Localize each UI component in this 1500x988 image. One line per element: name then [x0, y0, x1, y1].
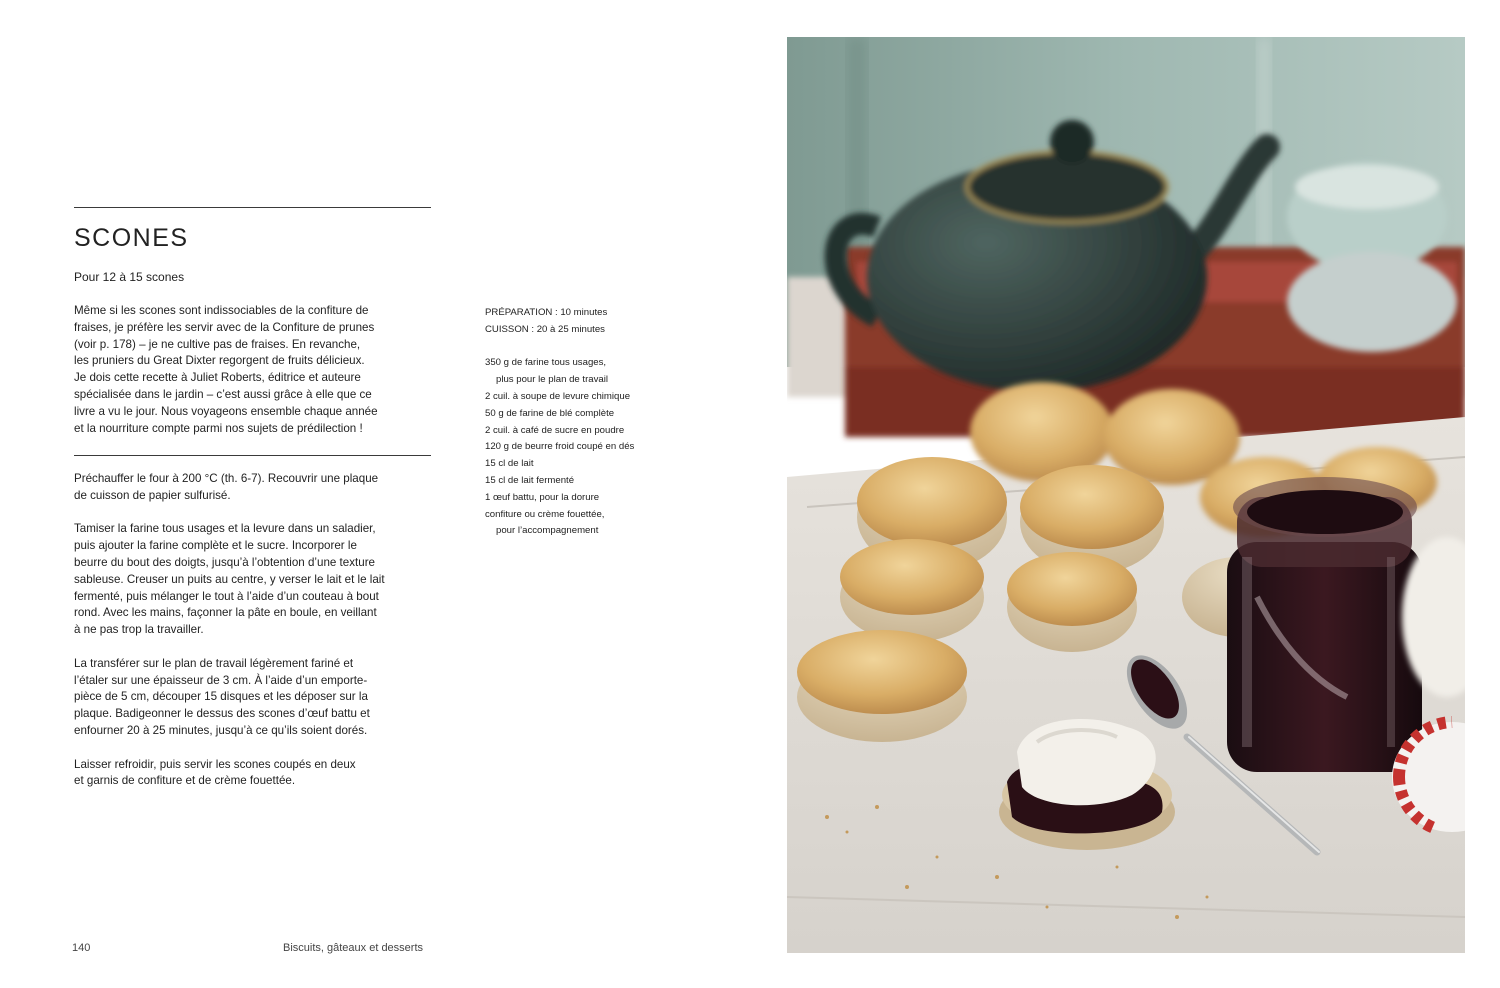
intro-line: fraises, je préfère les servir avec de la Confiture de prunes — [74, 320, 375, 334]
scones-photo — [787, 37, 1465, 953]
recipe-method — [74, 471, 434, 807]
method-line: puis ajouter la farine complète et le sucre. Incorporer le — [74, 539, 357, 553]
intro-line: et la nourriture compte parmi nos sujets de prédilection ! — [74, 421, 363, 435]
ingredient-item: 15 cl de lait fermenté — [485, 474, 575, 486]
ingredient-item: pour l’accompagnement — [496, 525, 599, 537]
ingredient-item: confiture ou crème fouettée, — [485, 508, 605, 520]
method-line: enfourner 20 à 25 minutes, jusqu’à ce qu’ils soient dorés. — [74, 723, 368, 737]
method-line: l’étaler sur une épaisseur de 3 cm. À l’aide d’un emporte- — [74, 673, 368, 687]
method-step — [74, 471, 434, 505]
page-number: 140 — [72, 942, 91, 954]
cook-time: CUISSON : 20 à 25 minutes — [485, 323, 605, 335]
intro-line: Je dois cette recette à Juliet Roberts, éditrice et auteure — [74, 371, 361, 385]
method-line: plaque. Badigeonner le dessus des scones d’œuf battu et — [74, 707, 370, 721]
method-line: sableuse. Creuser un puits au centre, y verser le lait et le lait — [74, 572, 385, 586]
method-line: et garnis de confiture et de crème fouettée. — [74, 774, 296, 788]
method-line: La transférer sur le plan de travail légèrement fariné et — [74, 656, 354, 670]
ingredient-item: 1 œuf battu, pour la dorure — [485, 491, 600, 503]
ingredient-item: 2 cuil. à soupe de levure chimique — [485, 390, 631, 402]
ingredient-item: 50 g de farine de blé complète — [485, 407, 615, 419]
intro-line: (voir p. 178) – je ne cultive pas de fraises. En revanche, — [74, 337, 361, 351]
ingredient-item: plus pour le plan de travail — [496, 374, 608, 386]
ingredient-item: 350 g de farine tous usages, — [485, 357, 607, 369]
method-line: beurre du bout des doigts, jusqu’à l’obtention d’une texture — [74, 555, 376, 569]
prep-time: PRÉPARATION : 10 minutes — [485, 307, 608, 318]
method-line: Laisser refroidir, puis servir les scones coupés en deux — [74, 757, 356, 771]
running-footer-section: Biscuits, gâteaux et desserts — [283, 942, 424, 954]
section-rule — [74, 455, 431, 456]
ingredient-item: 15 cl de lait — [485, 458, 534, 470]
recipe-serves: Pour 12 à 15 scones — [74, 270, 185, 284]
ingredient-item: 2 cuil. à café de sucre en poudre — [485, 424, 625, 436]
intro-line: les pruniers du Great Dixter regorgent de fruits délicieux. — [74, 354, 365, 368]
recipe-title: SCONES — [74, 224, 189, 252]
intro-line: Même si les scones sont indissociables de la confiture de — [74, 304, 369, 317]
method-line: fermenté, puis mélanger le tout à l’aide d’un couteau à bout — [74, 589, 379, 603]
method-step — [74, 757, 434, 791]
method-line: de cuisson de papier sulfurisé. — [74, 488, 231, 502]
method-line: à ne pas trop la travailler. — [74, 623, 204, 637]
method-line: Tamiser la farine tous usages et la levure dans un saladier, — [74, 522, 376, 536]
recipe-sidebar — [485, 305, 675, 540]
method-line: pièce de 5 cm, découper 15 disques et les déposer sur la — [74, 690, 368, 704]
method-step — [74, 656, 434, 740]
title-rule — [74, 207, 431, 208]
recipe-intro — [74, 303, 434, 454]
method-line: Préchauffer le four à 200 °C (th. 6-7). Recouvrir une plaque — [74, 472, 379, 485]
intro-line: spécialisée dans le jardin – c’est aussi grâce à elle que ce — [74, 387, 372, 401]
ingredient-list — [485, 355, 675, 540]
intro-line: livre a vu le jour. Nous voyageons ensemble chaque année — [74, 404, 378, 418]
method-line: rond. Avec les mains, façonner la pâte en boule, en veillant — [74, 606, 377, 620]
method-step — [74, 521, 434, 639]
ingredient-item: 120 g de beurre froid coupé en dés — [485, 441, 635, 453]
